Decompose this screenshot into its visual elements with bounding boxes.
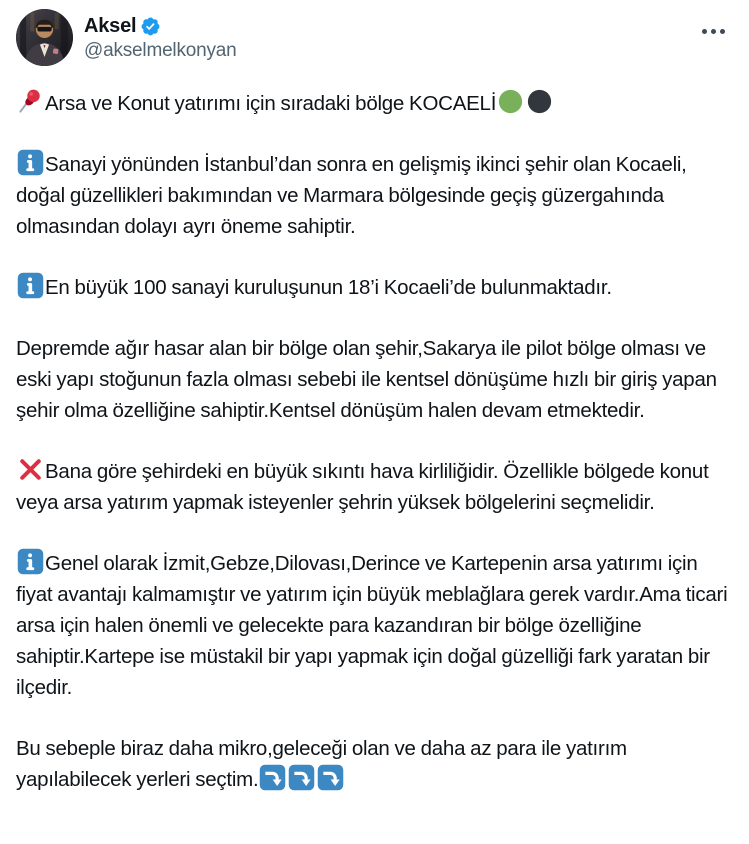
tweet-header — [16, 9, 729, 66]
tweet-paragraph — [16, 333, 728, 426]
paragraph-text: Sanayi yönünden İstanbul’dan sonra en gelişmiş ikinci şehir olan Kocaeli, doğal güzellikleri bakımından ve Marmara bölgesinde geçiş güzergahında olmasından dolayı ayrı öneme sahiptir. — [16, 153, 687, 238]
arrow-curving-down-icon — [317, 764, 344, 791]
tweet-text — [16, 88, 728, 795]
tweet-paragraph — [16, 149, 728, 242]
pushpin-icon — [17, 88, 44, 115]
verified-badge-icon[interactable] — [140, 16, 161, 37]
user-identity — [84, 9, 237, 63]
paragraph-text: Bu sebeple biraz daha mikro,geleceği olan ve daha az para ile yatırım yapılabilecek yerleri seçtim. — [16, 737, 627, 791]
more-button[interactable] — [698, 25, 729, 38]
more-icon — [702, 29, 707, 34]
paragraph-text: Arsa ve Konut yatırımı için sıradaki bölge KOCAELİ — [45, 92, 497, 115]
green-circle-icon — [497, 88, 524, 115]
paragraph-text: Genel olarak İzmit,Gebze,Dilovası,Derince ve Kartepenin arsa yatırımı için fiyat avantajı kalmamıştır ve yatırım için büyük meblağlara gerek vardır.Ama ticari arsa için halen önemli ve gelecekte para kazandıran bir bölge özelliğine sahiptir.Kartepe ise müstakil bir yapı yapmak için doğal güzelliği fark yaratan bir ilçedir. — [16, 552, 728, 699]
tweet-paragraph — [16, 272, 728, 303]
display-name[interactable]: Aksel — [84, 15, 137, 37]
avatar[interactable] — [16, 9, 73, 66]
user-handle[interactable]: @akselmelkonyan — [84, 40, 237, 61]
information-icon — [17, 149, 44, 176]
paragraph-text: Depremde ağır hasar alan bir bölge olan şehir,Sakarya ile pilot bölge olması ve eski yapı stoğunun fazla olması sebebi ile kentsel dönüşüme hızlı bir giriş yapan şehir olma özelliğine sahiptir.Kentsel dönüşüm halen devam etmektedir. — [16, 337, 717, 422]
tweet-paragraph — [16, 733, 728, 795]
tweet-paragraph — [16, 456, 728, 518]
tweet-paragraph — [16, 88, 728, 119]
avatar-photo — [16, 9, 73, 66]
black-circle-icon — [526, 88, 553, 115]
more-icon — [711, 29, 716, 34]
cross-mark-icon — [17, 456, 44, 483]
tweet-paragraph — [16, 548, 728, 703]
arrow-curving-down-icon — [259, 764, 286, 791]
arrow-curving-down-icon — [288, 764, 315, 791]
information-icon — [17, 272, 44, 299]
paragraph-text: Bana göre şehirdeki en büyük sıkıntı hava kirliliğidir. Özellikle bölgede konut veya arsa yatırım yapmak isteyenler şehrin yüksek bölgelerini seçmelidir. — [16, 460, 709, 514]
paragraph-text: En büyük 100 sanayi kuruluşunun 18’i Kocaeli’de bulunmaktadır. — [45, 276, 612, 299]
information-icon — [17, 548, 44, 575]
more-icon — [720, 29, 725, 34]
